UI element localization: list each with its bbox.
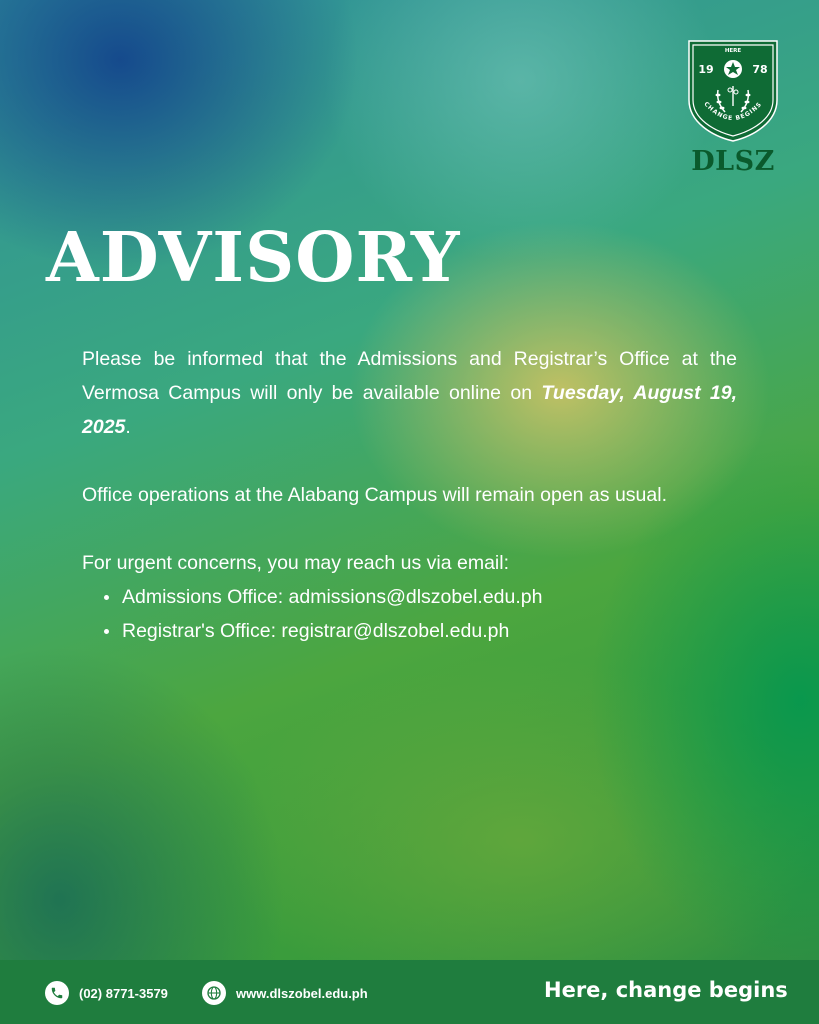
shield-icon bbox=[688, 40, 778, 142]
notice-date: Tuesday, August 19, 2025 bbox=[82, 382, 737, 438]
brand-name: DLSZ bbox=[691, 146, 775, 177]
phone-number: (02) 8771-3579 bbox=[79, 985, 168, 1001]
logo-year-right: 78 bbox=[752, 63, 768, 76]
list-item: Registrar's Office: registrar@dlszobel.edu.ph bbox=[104, 614, 737, 648]
notice-paragraph bbox=[82, 342, 737, 444]
advisory-title: ADVISORY bbox=[46, 218, 461, 298]
logo-arc-text: CHANGE BEGINS bbox=[702, 100, 764, 123]
phone-icon bbox=[45, 981, 69, 1005]
dlsz-shield-logo bbox=[688, 40, 778, 142]
contact-list bbox=[104, 580, 737, 648]
contact-intro: For urgent concerns, you may reach us via email: bbox=[82, 552, 510, 574]
alabang-paragraph: Office operations at the Alabang Campus will remain open as usual. bbox=[82, 484, 667, 506]
footer-phone bbox=[45, 980, 168, 1006]
list-item: Admissions Office: admissions@dlszobel.edu.ph bbox=[104, 580, 737, 614]
logo-year-left: 19 bbox=[698, 63, 714, 76]
notice-text: Please be informed that the Admissions and Registrar’s Office at the Vermosa Campus will only be available online on bbox=[82, 348, 737, 404]
notice-period: . bbox=[125, 416, 131, 438]
advisory-body bbox=[82, 342, 737, 648]
footer-website bbox=[202, 980, 368, 1006]
globe-icon bbox=[202, 981, 226, 1005]
website-link[interactable]: www.dlszobel.edu.ph bbox=[236, 985, 368, 1001]
tagline: Here, change begins bbox=[544, 978, 788, 1002]
logo-top-text: HERE bbox=[724, 48, 742, 54]
